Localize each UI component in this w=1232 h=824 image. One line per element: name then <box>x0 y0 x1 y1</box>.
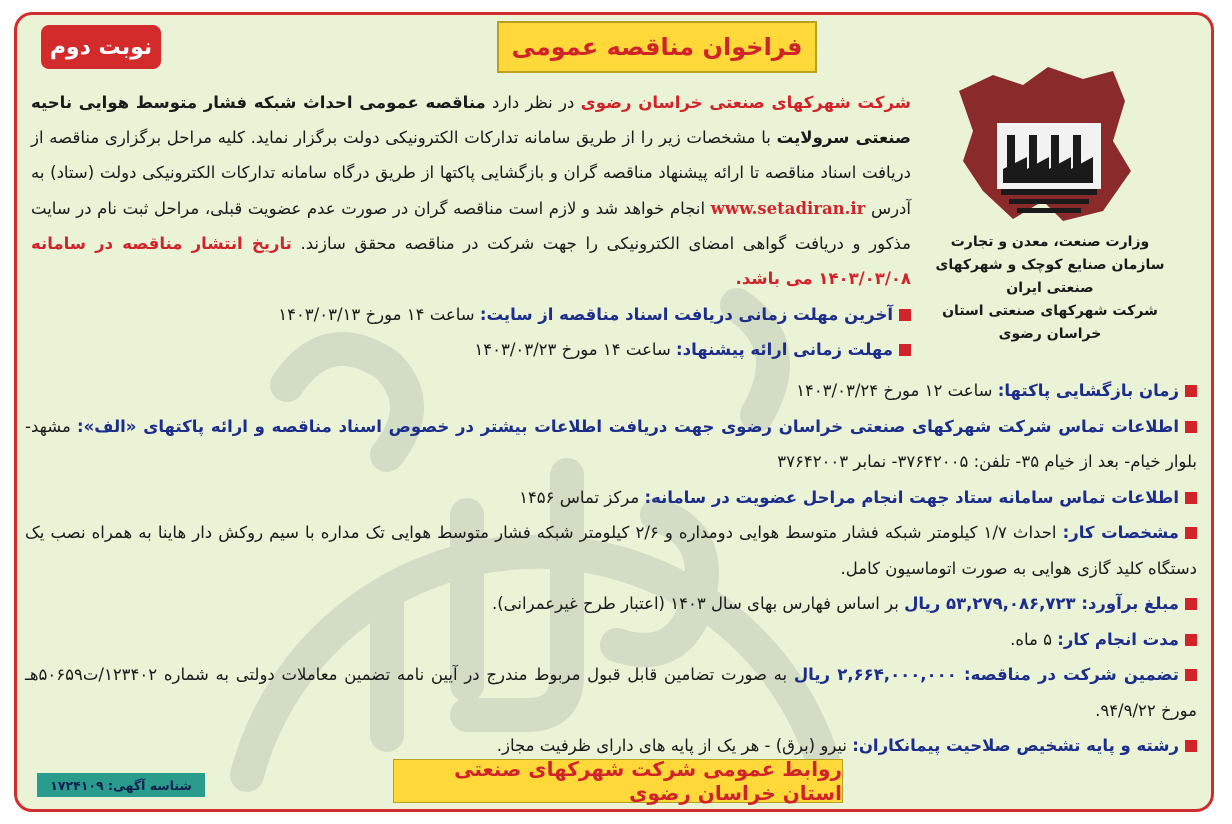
estimate-amount: ۵۳,۲۷۹,۰۸۶,۷۲۳ ریال <box>904 594 1076 613</box>
ad-title: فراخوان مناقصه عمومی <box>497 21 817 73</box>
setad-label: اطلاعات تماس سامانه ستاد جهت انجام مراحل عضویت در سامانه: <box>644 487 1179 507</box>
industrial-estates-logo-icon <box>953 61 1143 231</box>
work-spec <box>25 515 1197 586</box>
opening-time <box>25 373 1197 409</box>
bullet-icon <box>1185 527 1197 539</box>
bullet-icon <box>1185 385 1197 397</box>
deadlines <box>31 297 911 367</box>
guarantee-amount: ۲,۶۶۴,۰۰۰,۰۰۰ ریال <box>793 665 957 684</box>
estimate-value: بر اساس فهارس بهای سال ۱۴۰۳ (اعتبار طرح غیرعمرانی). <box>491 594 905 613</box>
round-badge: نوبت دوم <box>41 25 161 69</box>
bullet-icon <box>1185 598 1197 610</box>
intro-text-3: انجام خواهد شد و لازم است مناقصه گران در صورت عدم عضویت قبلی، مراحل ثبت نام در سایت مذکور و دریافت گواهی امضای الکترونیکی را جهت شرکت در مناقصه محقق سازند. <box>31 198 911 253</box>
duration-value: ۵ ماه. <box>1010 629 1058 649</box>
deadline-docs-label: آخرین مهلت زمانی دریافت اسناد مناقصه از سایت: <box>479 305 893 324</box>
opening-label: زمان بازگشایی پاکتها: <box>997 381 1179 400</box>
bullet-icon <box>1185 634 1197 646</box>
intro-paragraph <box>31 85 911 296</box>
org-company: شرکت شهرکهای صنعتی استان خراسان رضوی <box>942 303 1158 342</box>
contact-label: اطلاعات تماس شرکت شهرکهای صنعتی خراسان رضوی جهت دریافت اطلاعات بیشتر در خصوص اسناد مناقصه و ارائه پاکتهای «الف»: <box>77 416 1179 436</box>
bullet-icon <box>1185 740 1197 752</box>
duration-label: مدت انجام کار: <box>1057 629 1179 649</box>
setad-value: مرکز تماس ۱۴۵۶ <box>519 487 645 507</box>
org-organization: سازمان صنایع کوچک و شهرکهای صنعتی ایران <box>935 257 1165 296</box>
field-value: نیرو (برق) - هر یک از پایه های دارای ظرفیت مجاز. <box>496 736 853 755</box>
tender-ad <box>14 12 1214 812</box>
intro-text-1: در نظر دارد <box>485 93 581 112</box>
bullet-icon <box>1185 492 1197 504</box>
ad-id-badge: شناسه آگهی: ۱۷۲۴۱۰۹ <box>37 773 205 797</box>
publish-date: تاریخ انتشار مناقصه در سامانه ۱۴۰۳/۰۳/۰۸ می باشد. <box>31 233 911 289</box>
opening-value: ساعت ۱۲ مورخ ۱۴۰۳/۰۳/۲۴ <box>796 381 998 400</box>
guarantee-value: به صورت تضامین قابل قبول مربوط مندرج در آیین نامه تضمین معاملات دولتی به شماره ۱۲۳۴۰۲/ت۵۰۶۵۹هـ مورخ ۹۴/۹/۲۲. <box>25 665 1197 720</box>
duration <box>25 622 1197 658</box>
bullet-icon <box>899 344 911 356</box>
field-label: رشته و پایه تشخیص صلاحیت پیمانکاران: <box>852 736 1179 755</box>
spec-value: احداث ۱/۷ کیلومتر شبکه فشار متوسط هوایی دومداره و ۲/۶ کیلومتر شبکه فشار متوسط هوایی تک مداره با سیم روکش دار هاینا به همراه نصب یک دستگاه کلید گازی هوایی به صورت اتوماسیون کامل. <box>25 523 1197 578</box>
intro-text-2: با مشخصات زیر را از طریق سامانه تدارکات الکترونیکی دولت برگزار نماید. کلیه مراحل برگزاری مناقصه از دریافت اسناد مناقصه تا ارائه پیشنهاد مناقصه گران و بازگشایی پاکتها از طریق درگاه سامانه تدارکات الکترونیکی دولت (ستاد) به آدرس <box>31 128 911 218</box>
deadline-docs-value: ساعت ۱۴ مورخ ۱۴۰۳/۰۳/۱۳ <box>278 305 480 324</box>
bullet-icon <box>899 309 911 321</box>
estimate-label: مبلغ برآورد: <box>1075 594 1179 613</box>
tender-subject: مناقصه عمومی احداث شبکه فشار متوسط هوایی ناحیه صنعتی سرولایت <box>31 93 911 148</box>
guarantee-label: تضمین شرکت در مناقصه: <box>956 665 1180 684</box>
estimate <box>25 586 1197 622</box>
deadline-offer-value: ساعت ۱۴ مورخ ۱۴۰۳/۰۳/۲۳ <box>474 340 677 359</box>
guarantee <box>25 657 1197 728</box>
deadline-offer <box>31 332 911 367</box>
spec-label: مشخصات کار: <box>1062 523 1180 542</box>
company-name: شرکت شهرکهای صنعتی خراسان رضوی <box>580 93 911 112</box>
bullet-icon <box>1185 669 1197 681</box>
contact-info <box>25 409 1197 480</box>
deadline-docs <box>31 297 911 332</box>
contact-value: مشهد- بلوار خیام- بعد از خیام ۳۵- تلفن: ۳۷۶۴۲۰۰۵- نمابر ۳۷۶۴۲۰۰۳ <box>25 416 1197 471</box>
bullet-icon <box>1185 421 1197 433</box>
setad-url-link[interactable]: www.setadiran.ir <box>710 198 866 218</box>
footer-public-relations: روابط عمومی شرکت شهرکهای صنعتی استان خراسان رضوی <box>393 759 843 803</box>
setad-contact <box>25 480 1197 516</box>
org-ministry: وزارت صنعت، معدن و تجارت <box>950 234 1150 250</box>
deadline-offer-label: مهلت زمانی ارائه پیشنهاد: <box>676 340 893 359</box>
details-list <box>25 373 1197 764</box>
org-block <box>915 61 1185 342</box>
